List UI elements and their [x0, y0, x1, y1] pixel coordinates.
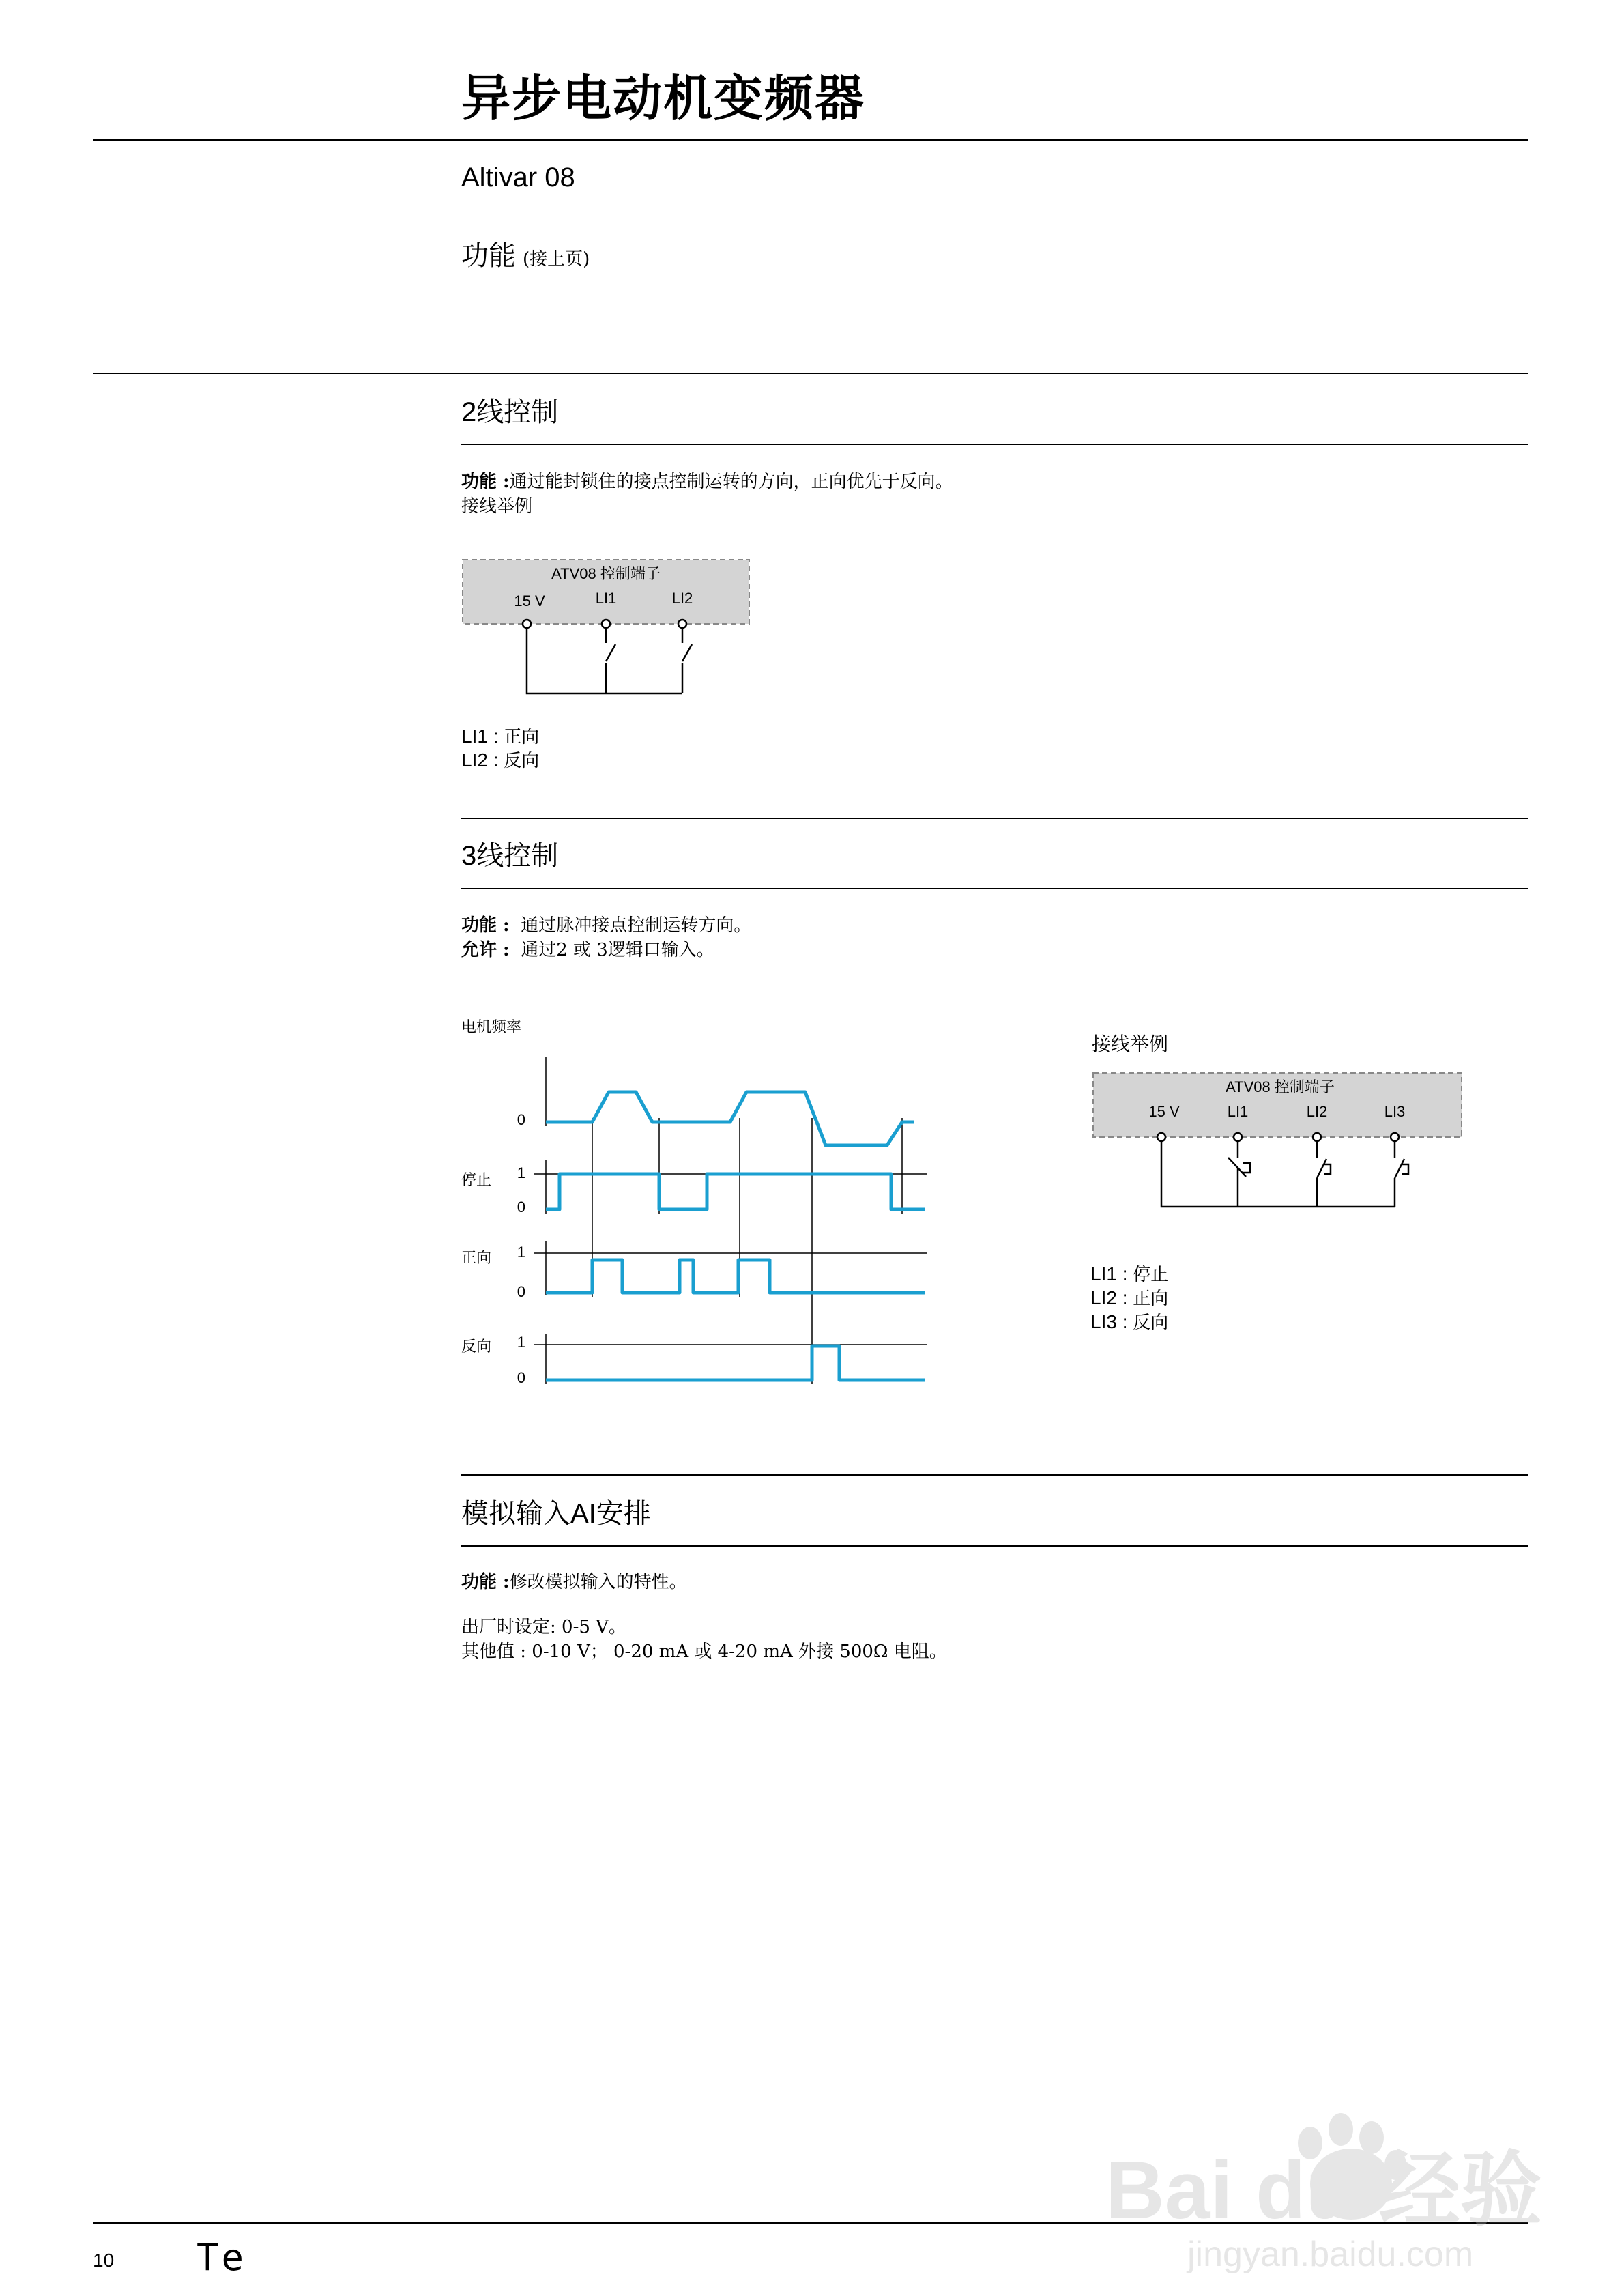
other-values: 其他值 : 0-10 V； 0-20 mA 或 4-20 mA 外接 500Ω 电阻。 [461, 1641, 947, 1662]
example-label-3wire: 接线举例 [1092, 1033, 1169, 1055]
signal-label-forward: 正向 [461, 1250, 492, 1267]
func-label: 功能 : [461, 915, 510, 936]
func-text: 修改模拟输入的特性。 [509, 1572, 687, 1592]
factory-setting: 出厂时设定: 0-5 V。 [461, 1617, 626, 1637]
legend-meaning: 反向 [504, 751, 540, 771]
terminal-15v: 15 V [1148, 1103, 1180, 1120]
section-ai-desc [461, 1570, 947, 1664]
terminal-pin [1234, 1133, 1242, 1141]
trace-stop [546, 1174, 925, 1209]
section-title-ai: 模拟输入AI安排 [461, 1499, 651, 1529]
func-text: 通过脉冲接点控制运转方向。 [521, 915, 752, 936]
signal-label-stop: 停止 [461, 1172, 492, 1189]
wiring-diagram-3wire [1088, 1069, 1470, 1219]
axis-one: 1 [517, 1244, 525, 1261]
legend-2wire [461, 725, 539, 773]
section-rule-3wire [461, 888, 1528, 889]
page-number: 10 [93, 2250, 115, 2271]
legend-item [1090, 1287, 1168, 1310]
baidu-watermark [1105, 2102, 1569, 2280]
no-pushbutton-contact [1317, 1159, 1326, 1178]
wiring-lines [527, 628, 692, 693]
terminal-pin [1391, 1133, 1399, 1141]
legend-item [1090, 1263, 1168, 1287]
axis-zero: 0 [517, 1199, 525, 1216]
legend-meaning: 反向 [1133, 1312, 1169, 1333]
section-title-3wire: 3线控制 [461, 841, 559, 871]
section-2wire-desc [461, 470, 953, 519]
brand-mark: Te [197, 2236, 247, 2279]
legend-code: LI2 : [1090, 1287, 1128, 1308]
func-label: 功能 : [461, 472, 510, 492]
terminal-li1: LI1 [1227, 1103, 1249, 1120]
watermark-brand: Bai du 经验 [1105, 2144, 1543, 2236]
pushbutton-actuator [1243, 1163, 1250, 1173]
legend-meaning: 停止 [1133, 1265, 1169, 1285]
pushbutton-actuator [1324, 1164, 1331, 1174]
wiring-lines [1161, 1141, 1408, 1207]
pushbutton-actuator [1402, 1164, 1408, 1174]
legend-item [461, 749, 539, 773]
legend-item [461, 725, 539, 749]
terminal-li1: LI1 [595, 590, 617, 607]
function-heading [461, 234, 590, 273]
timing-axes [534, 1057, 927, 1384]
legend-code: LI3 : [1090, 1311, 1128, 1332]
terminal-15v: 15 V [514, 592, 545, 609]
axis-one: 1 [517, 1164, 525, 1181]
section-rule-2wire [461, 444, 1528, 445]
terminal-block-title: ATV08 控制端子 [1226, 1078, 1335, 1095]
section-3wire-desc [461, 913, 751, 962]
switch-contact [606, 644, 615, 661]
trace-motor-frequency [546, 1092, 914, 1145]
terminal-li2: LI2 [671, 590, 693, 607]
function-heading-note: (接上页) [523, 249, 590, 270]
section-rule-3wire-top [461, 818, 1528, 819]
legend-3wire [1090, 1263, 1168, 1334]
allow-text: 通过2 或 3逻辑口输入。 [521, 940, 714, 960]
terminal-pin [1313, 1133, 1321, 1141]
func-text: 通过能封锁住的接点控制运转的方向，正向优先于反向。 [509, 472, 953, 492]
wiring-diagram-2wire [457, 556, 757, 706]
watermark-url: jingyan.baidu.com [1187, 2235, 1474, 2274]
func-label: 功能 : [461, 1572, 510, 1592]
timing-diagram [457, 1016, 935, 1398]
section-title-2wire: 2线控制 [461, 397, 559, 427]
terminal-pin [678, 620, 686, 628]
function-heading-text: 功能 [461, 240, 516, 272]
axis-one: 1 [517, 1334, 525, 1351]
baidu-paw-logo [1105, 2102, 1569, 2280]
legend-meaning: 正向 [1133, 1289, 1169, 1309]
switch-contact [682, 644, 692, 661]
legend-code: LI1 : [1090, 1263, 1128, 1285]
terminal-pin [1157, 1133, 1165, 1141]
terminal-block-title: ATV08 控制端子 [551, 565, 661, 582]
axis-zero: 0 [517, 1283, 525, 1300]
product-name: Altivar 08 [461, 162, 575, 192]
axis-zero: 0 [517, 1369, 525, 1386]
trace-reverse [546, 1346, 925, 1380]
legend-code: LI1 : [461, 726, 499, 747]
axis-zero: 0 [517, 1111, 525, 1128]
section-rule-top [93, 373, 1528, 374]
example-label: 接线举例 [461, 496, 533, 517]
no-pushbutton-contact [1395, 1159, 1404, 1178]
legend-item [1090, 1310, 1168, 1334]
section-rule-ai [461, 1545, 1528, 1547]
terminal-li2: LI2 [1306, 1103, 1328, 1120]
signal-label-frequency: 电机频率 [461, 1019, 522, 1036]
section-rule-ai-top [461, 1474, 1528, 1476]
legend-code: LI2 : [461, 749, 499, 771]
terminal-pin [523, 620, 531, 628]
terminal-pin [602, 620, 610, 628]
signal-label-reverse: 反向 [461, 1338, 492, 1355]
allow-label: 允许 : [461, 940, 510, 960]
page-title: 异步电动机变频器 [461, 69, 866, 127]
terminal-li3: LI3 [1384, 1103, 1406, 1120]
legend-meaning: 正向 [504, 727, 540, 747]
trace-forward [546, 1260, 925, 1293]
header-rule [93, 139, 1528, 141]
